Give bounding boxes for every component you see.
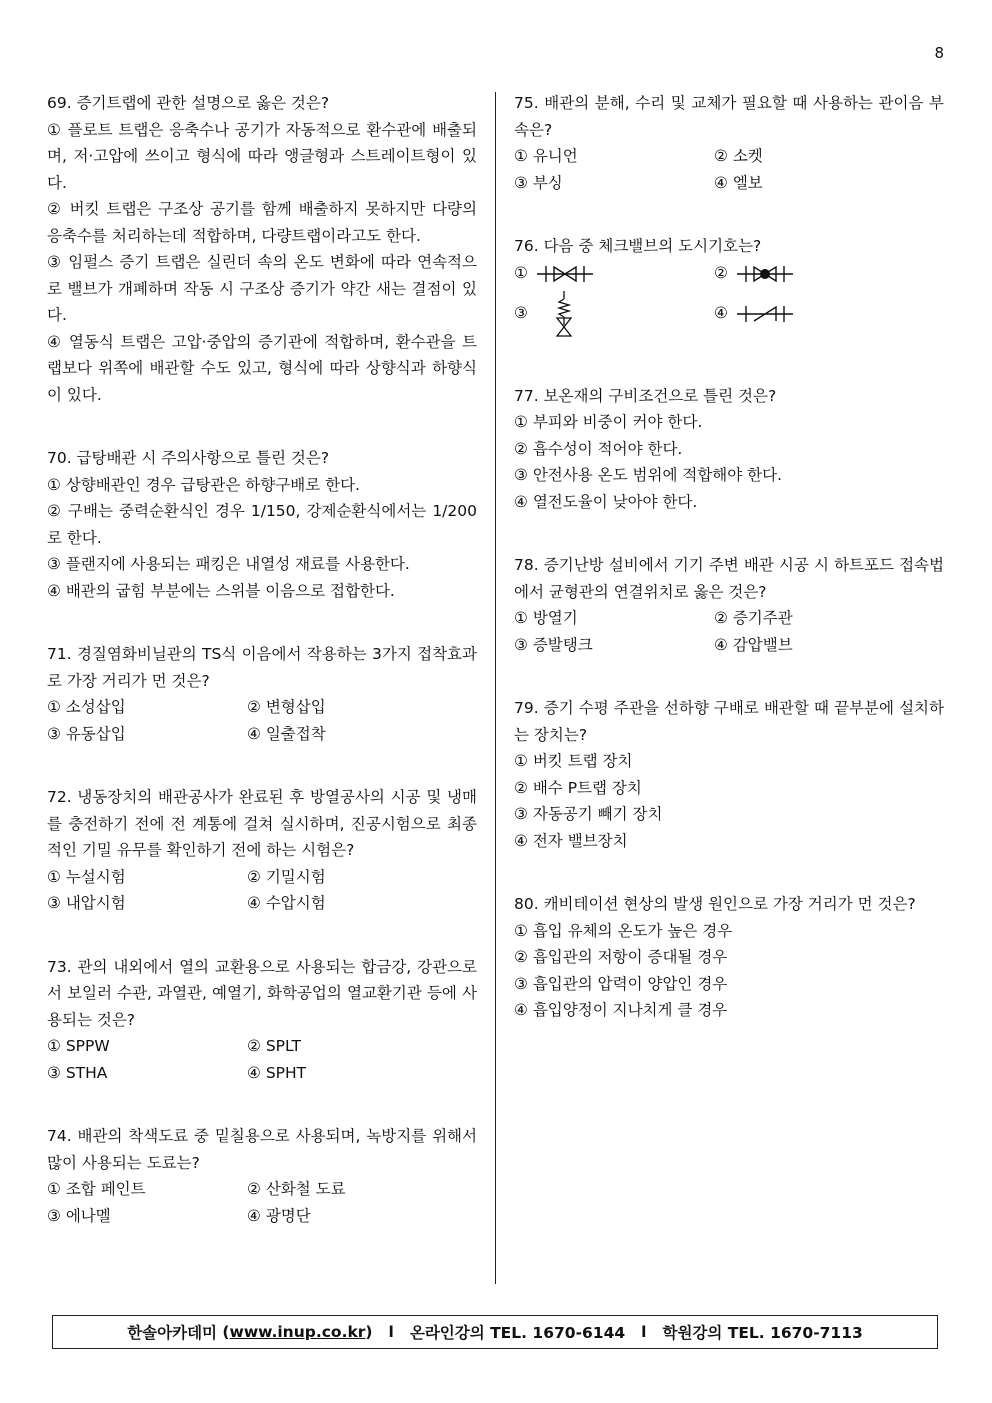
option-2 bbox=[714, 260, 914, 287]
option-1: ① 버킷 트랩 장치 bbox=[514, 752, 633, 770]
website-link[interactable]: www.inup.co.kr bbox=[229, 1323, 366, 1341]
question-text: 73. 관의 내외에서 열의 교환용으로 사용되는 합금강, 강관으로서 보일러 수관, 과열관, 예열기, 화학공업의 열교환기관 등에 사용되는 것은? bbox=[47, 957, 477, 1029]
right-column bbox=[514, 90, 944, 1061]
question-text: 75. 배관의 분해, 수리 및 교체가 필요할 때 사용하는 관이음 부속은? bbox=[514, 94, 944, 139]
option-number: ② bbox=[714, 264, 728, 283]
safety-valve-symbol-icon bbox=[536, 291, 586, 337]
option-4: ④ 열전도율이 낮아야 한다. bbox=[514, 492, 698, 511]
option-3: ③ 플랜지에 사용되는 패킹은 내열성 재료를 사용한다. bbox=[47, 555, 410, 573]
option-3: ③ 임펄스 증기 트랩은 실린더 속의 온도 변화에 따라 연속적으로 밸브가 개폐하며 작동 시 구조상 증기가 약간 새는 결점이 있다. bbox=[47, 253, 477, 324]
separator: l bbox=[388, 1323, 394, 1341]
option-2: ② 흡입관의 저항이 증대될 경우 bbox=[514, 948, 728, 966]
question-71 bbox=[47, 641, 477, 747]
option-3: ③ 흡입관의 압력이 양압인 경우 bbox=[514, 974, 728, 993]
option-2: ② SPLT bbox=[247, 1037, 301, 1055]
option-3: ③ 유동삽입 bbox=[47, 724, 126, 743]
option-1 bbox=[514, 260, 714, 287]
question-text: 78. 증기난방 설비에서 기기 주변 배관 시공 시 하트포드 접속법에서 균형관의 연결위치로 옳은 것은? bbox=[514, 556, 944, 601]
option-2: ② 흡수성이 적어야 한다. bbox=[514, 439, 683, 458]
option-3: ③ 내압시험 bbox=[47, 894, 126, 912]
question-73 bbox=[47, 954, 477, 1087]
option-4: ④ 수압시험 bbox=[247, 894, 326, 912]
option-2: ② 소켓 bbox=[714, 147, 763, 165]
option-3 bbox=[514, 291, 714, 337]
option-1: ① 부피와 비중이 커야 한다. bbox=[514, 413, 703, 431]
academy-name: 한솔아카데미 bbox=[127, 1324, 218, 1342]
option-1: ① 누설시험 bbox=[47, 867, 126, 886]
option-2: ② 기밀시험 bbox=[247, 867, 326, 886]
question-78 bbox=[514, 552, 944, 658]
paren-open: ( bbox=[217, 1323, 230, 1341]
question-text: 79. 증기 수평 주관을 선하향 구배로 배관할 때 끝부분에 설치하는 장치는? bbox=[514, 699, 944, 744]
column-divider bbox=[495, 92, 496, 1284]
option-3: ③ 안전사용 온도 범위에 적합해야 한다. bbox=[514, 466, 783, 484]
option-4: ④ 일출접착 bbox=[247, 724, 326, 743]
offline-lecture-phone: 학원강의 TEL. 1670-7113 bbox=[662, 1324, 863, 1342]
option-2: ② 변형삽입 bbox=[247, 698, 326, 716]
question-text: 71. 경질염화비닐관의 TS식 이음에서 작용하는 3가지 접착효과로 가장 거리가 먼 것은? bbox=[47, 645, 477, 690]
question-text: 80. 캐비테이션 현상의 발생 원인으로 가장 거리가 먼 것은? bbox=[514, 895, 916, 913]
question-text: 76. 다음 중 체크밸브의 도시기호는? bbox=[514, 237, 762, 255]
option-3: ③ 부싱 bbox=[514, 173, 563, 192]
option-3: ③ STHA bbox=[47, 1063, 108, 1082]
page-number: 8 bbox=[934, 44, 944, 62]
option-3: ③ 에나멜 bbox=[47, 1206, 111, 1225]
option-2: ② 구배는 중력순환식인 경우 1/150, 강제순환식에서는 1/200로 한다. bbox=[47, 502, 477, 547]
option-4: ④ 열동식 트랩은 고압·중압의 증기관에 적합하며, 환수관을 트랩보다 위쪽에 배관할 수도 있고, 형식에 따라 상향식과 하향식이 있다. bbox=[47, 332, 477, 404]
question-text: 70. 급탕배관 시 주의사항으로 틀린 것은? bbox=[47, 449, 330, 467]
online-lecture-phone: 온라인강의 TEL. 1670-6144 bbox=[409, 1324, 626, 1342]
question-79 bbox=[514, 695, 944, 854]
left-column bbox=[47, 90, 477, 1266]
option-3: ③ 증발탱크 bbox=[514, 635, 593, 654]
question-74 bbox=[47, 1123, 477, 1229]
option-2: ② 증기주관 bbox=[714, 609, 793, 627]
option-4: ④ 흡입양정이 지나치게 클 경우 bbox=[514, 1001, 728, 1019]
question-72 bbox=[47, 784, 477, 917]
option-2: ② 산화철 도료 bbox=[247, 1180, 346, 1198]
option-1: ① 유니언 bbox=[514, 147, 578, 165]
globe-valve-symbol-icon bbox=[736, 263, 794, 285]
option-1: ① 흡입 유체의 온도가 높은 경우 bbox=[514, 921, 733, 940]
option-number: ③ bbox=[514, 304, 528, 323]
option-2: ② 버킷 트랩은 구조상 공기를 함께 배출하지 못하지만 다량의 응축수를 처리하는데 적합하며, 다량트랩이라고도 한다. bbox=[47, 200, 477, 245]
option-4: ④ 전자 밸브장치 bbox=[514, 831, 628, 850]
footer-banner bbox=[52, 1315, 938, 1349]
option-4: ④ SPHT bbox=[247, 1063, 307, 1082]
option-1: ① SPPW bbox=[47, 1037, 110, 1055]
option-1: ① 방열기 bbox=[514, 609, 578, 627]
paren-close: ) bbox=[365, 1323, 373, 1341]
option-1: ① 상향배관인 경우 급탕관은 하향구배로 한다. bbox=[47, 475, 360, 494]
option-4: ④ 감압밸브 bbox=[714, 635, 793, 654]
option-4: ④ 배관의 굽힘 부분에는 스위블 이음으로 접합한다. bbox=[47, 581, 395, 600]
option-1: ① 플로트 트랩은 응축수나 공기가 자동적으로 환수관에 배출되며, 저·고압에 쓰이고 형식에 따라 앵글형과 스트레이트형이 있다. bbox=[47, 120, 477, 192]
question-76 bbox=[514, 233, 944, 346]
option-4: ④ 광명단 bbox=[247, 1206, 311, 1225]
question-77 bbox=[514, 383, 944, 516]
question-text: 69. 증기트랩에 관한 설명으로 옳은 것은? bbox=[47, 94, 330, 112]
check-valve-symbol-icon bbox=[736, 303, 794, 325]
question-text: 72. 냉동장치의 배관공사가 완료된 후 방열공사의 시공 및 냉매를 충전하기 전에 전 계통에 걸쳐 실시하며, 진공시험으로 최종적인 기밀 유무를 확인하기 전에 하는 시험은? bbox=[47, 788, 477, 859]
option-number: ④ bbox=[714, 304, 728, 323]
option-4: ④ 엘보 bbox=[714, 173, 763, 192]
option-1: ① 조합 페인트 bbox=[47, 1180, 146, 1198]
separator: l bbox=[641, 1323, 647, 1341]
question-75 bbox=[514, 90, 944, 196]
option-2: ② 배수 P트랩 장치 bbox=[514, 778, 642, 797]
question-80 bbox=[514, 891, 944, 1024]
option-1: ① 소성삽입 bbox=[47, 698, 126, 716]
gate-valve-symbol-icon bbox=[536, 263, 594, 285]
option-number: ① bbox=[514, 264, 528, 283]
question-text: 74. 배관의 착색도료 중 밑칠용으로 사용되며, 녹방지를 위해서 많이 사용되는 도료는? bbox=[47, 1127, 477, 1172]
option-3: ③ 자동공기 빼기 장치 bbox=[514, 805, 663, 823]
question-70 bbox=[47, 445, 477, 604]
question-69 bbox=[47, 90, 477, 408]
option-4 bbox=[714, 300, 914, 327]
question-text: 77. 보온재의 구비조건으로 틀린 것은? bbox=[514, 386, 777, 405]
